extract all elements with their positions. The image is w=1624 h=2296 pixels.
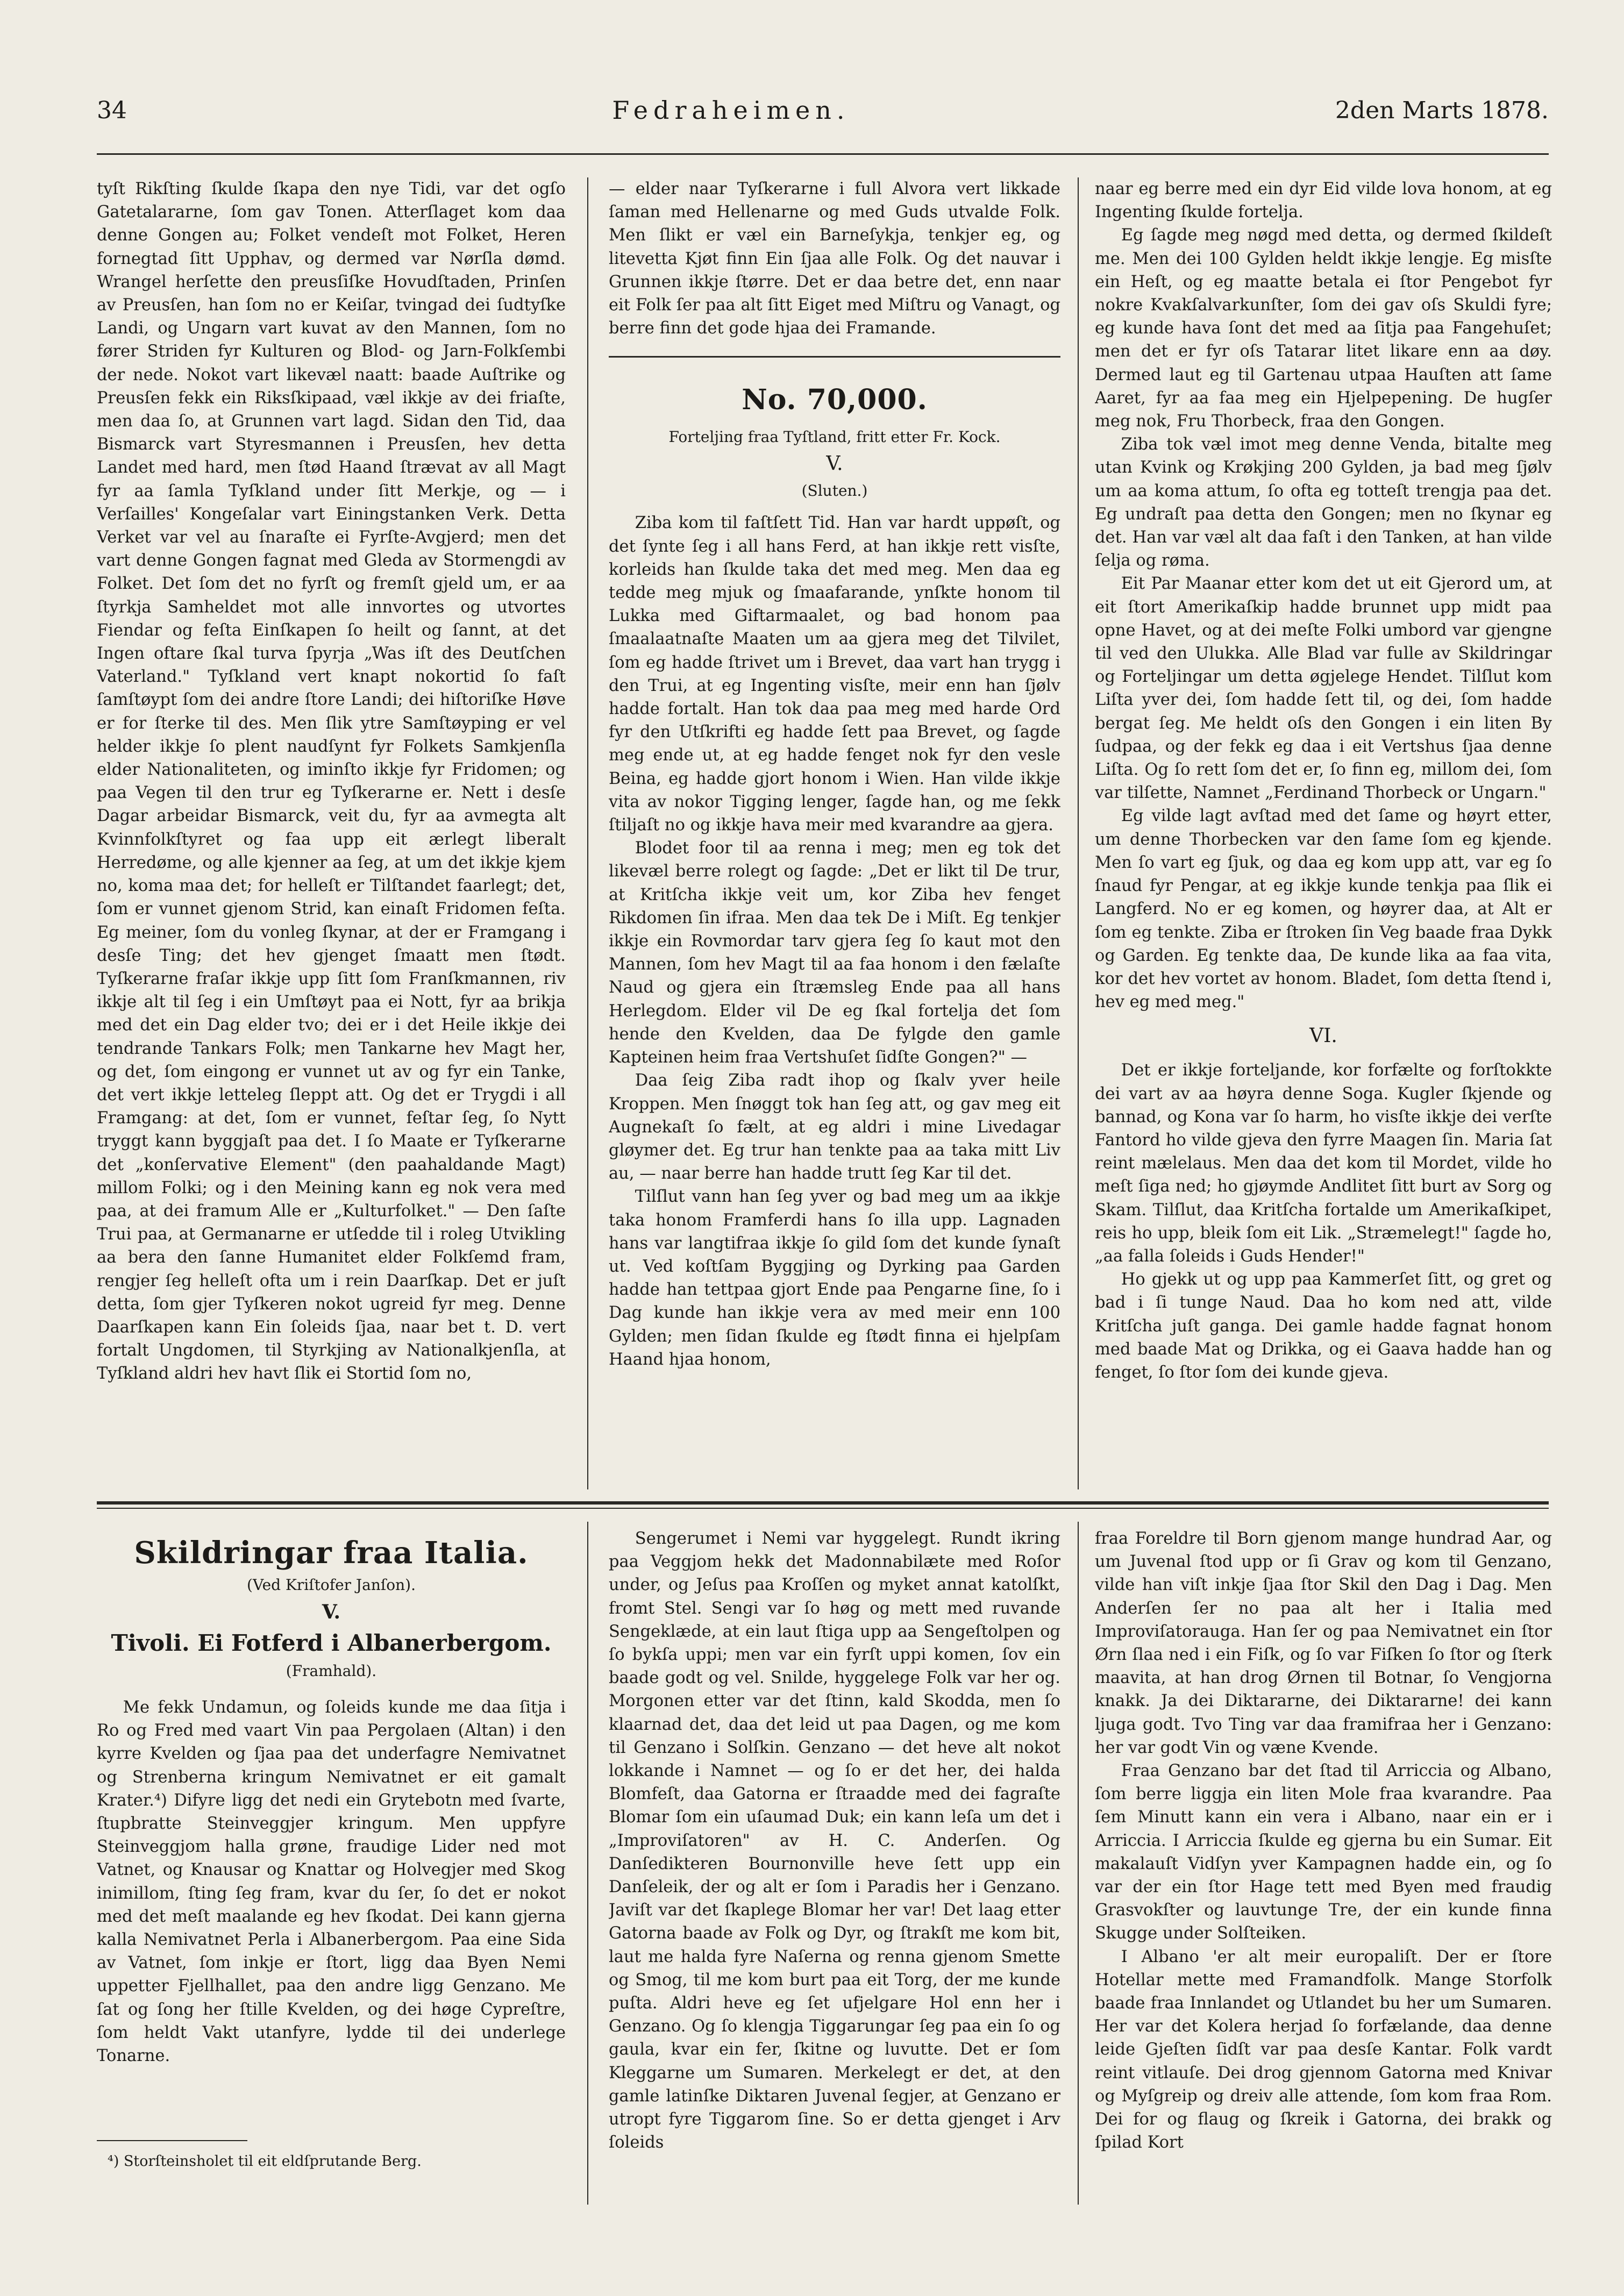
article-byline: (Ved Kriſtofer Janſon). (247, 1576, 416, 1594)
column-divider (1078, 1522, 1079, 2205)
bottom-column-2 (609, 1527, 1060, 2205)
footnote: ⁴) Storſteinsholet til eit eldſprutande Berg. (108, 2153, 422, 2170)
story-subtitle: Forteljing fraa Tyſtland, fritt etter Fr. Kock. (668, 428, 1001, 446)
story-note: (Sluten.) (801, 482, 868, 500)
top-col1-paragraph: tyſt Rikſting ſkulde ſkapa den nye Tidi, var det ogſo Gatetalararne, ſom gav Tonen. Atterſlaget kom daa denne Gongen au; Folket vendeſt mot Folket, Heren fornegtad ſitt Upphav, og dermed var Nørſla dømd. Wrangel herſette den preusſiſke Hovudſtaden, Prinſen av Preusſen, han ſom no er Keiſar, tvingad dei ſudtyſke Landi, og Ungarn vart kuvat av den Mannen, ſom no fører Striden fyr Kulturen og Blod- og Jarn-Folkſembi der nede. Nokot vart likevæl naatt: baade Auſtrike og Preusſen fekk ein Riksſkipaad, væl ikkje av dei friaſte, men daa ſo, at Grunnen vart lagd. Sidan den Tid, daa Bismarck vart Styresmannen i Preusſen, hev detta Landet med hard, men ſtød Haand ſtrævat av all Magt fyr aa ſamla Tyſkland under ſitt Merkje, og — i Verſailles' Kongeſalar vart Einingstanken Verk. Detta Verket var vel au ſnaraſte ei Fyrſte-Avgjerd; men det vart denne Gongen fagnat med Gleda av Stormengdi av Folket. Det ſom det no fyrſt og fremſt gjeld um, er aa ſtyrkja Samheldet mot alle innvortes og utvortes Fiendar og feſta Einſkapen ſo heilt og ſannt, at det Ingen oftare ſkal turva ſpyrja „Was iſt des Deutſchen Vaterland." Tyſkland vert knapt nokortid ſo faſt ſamſtøypt ſom dei andre ſtore Landi; dei hiſtoriſke Høve er for ſterke til des. Men ſlik ytre Samſtøyping er vel helder ikkje ſo plent naudſynt fyr Folkets Samkjenſla elder Nationaliteten, og iminſto ikkje fyr Fridomen; og paa Vegen til den trur eg Tyſkerarne er. Nett i desſe Dagar arbeidar Bismarck, veit du, fyr aa avmegta alt Kvinnfolkſtyret og faa upp eit ærlegt liberalt Herredøme, og alle kjenner aa ſeg, at um det ikkje kjem no, koma maa det; for helleſt er Tilſtandet faarlegt; det, ſom er vunnet gjenom Strid, kan einaſt Fridomen feſta. Eg meiner, ſom du vonleg ſkynar, at der er Framgang i desſe Ting; det hev gjenget ſmaatt men ſtødt. Tyſkerarne fraſar ikkje upp ſitt ſom Franſkmannen, riv ikkje alt til ſeg i ein Umſtøyt paa ei Nott, fyr aa brikja med det ein Dag elder tvo; dei er i det Heile ikkje dei tendrande Tankars Folk; men Tankarne hev Magt her, og det, ſom eingong er vunnet ut av og fyr ein Tanke, det vert ikkje letteleg ſleppt att. Og det er Trygdi i all Framgang: at det, ſom er vunnet, feſtar ſeg, ſo Nytt tryggt kann byggjaſt paa det. I ſo Maate er Tyſkerarne det „konſervative Element" (den paahaldande Magt) millom Folki; og i den Meining kann eg nok vera med paa, at dei framum Alle er „Kulturfolket." — Den ſaſte Trui paa, at Germanarne er utſedde til i roleg Utvikling aa bera den ſanne Humanitet elder Folkſemd fram, rengjer ſeg helleſt ofta um i rein Daarſkap. Det er juſt detta, ſom gjer Tyſkeren nokot ugreid fyr meg. Denne Daarſkapen kann Ein ſoleids ſjaa, naar bet t. D. vert fortalt Ungdomen, til Styrkjing av Nationalkjenſla, at Tyſkland aldri hev havt ſlik ei Stortid ſom no, (97, 180, 566, 1384)
column-divider (587, 177, 588, 1489)
article-paragraph: fraa Foreldre til Born gjenom mange hundrad Aar, og um Juvenal ſtod upp or ſi Grav og kom til Genzano, vilde han viſt inkje ſjaa ſtor Skil den Dag i Dag. Men Anderſen ſer no paa alt her i Italia med Improviſatorauga. Han ſer og paa Nemivatnet ein ſtor Ørn ſlaa ned i ein Fiſk, og ſo var Fiſken ſo ſtor og ſterk maavita, at han drog Ørnen til Botnar, ſo Vengjorna knakk. Ja dei Diktararne, dei Diktararne! dei kann ljuga godt. Tvo Ting var daa framifraa her i Genzano: her var godt Vin og væne Kvende. (1095, 1529, 1552, 1757)
story-paragraph: Eit Par Maanar etter kom det ut eit Gjerord um, at eit ſtort Amerikaſkip hadde brunnet upp midt paa opne Havet, og at dei meſte Folki umbord var gjengne til ved den Ulukka. Alle Blad var fulle av Skildringar og Forteljingar um detta øgjelege Hendet. Tilſlut kom Liſta yver dei, ſom hadde ſett til, og dei, ſom hadde bergat ſeg. Me heldt oſs den Gongen i ein liten By ſudpaa, og der fekk eg daa i eit Vertshus ſjaa denne Liſta. Og ſo rett ſom det er, ſo finn eg, millom dei, ſom var tilſette, Namnet „Ferdinand Thorbeck or Ungarn." (1095, 574, 1552, 803)
top-column-3 (1095, 177, 1552, 1479)
story-paragraph: Ziba tok væl imot meg denne Venda, bitalte meg utan Kvink og Krøkjing 200 Gylden, ja bad meg ſjølv um aa koma attum, ſo ofta eg totteſt trengja paa det. Eg undraſt paa detta den Gongen; men no ſkynar eg det. Han var væl alt daa faſt i den Tanken, at han vilde ſelja og røma. (1095, 435, 1552, 571)
story-paragraph: Eg vilde lagt avſtad med det ſame og høyrt etter, um denne Thorbecken var den ſame ſom eg kjende. Men ſo vart eg ſjuk, og daa eg kom upp att, var eg ſo ſnaud fyr Pengar, at eg ikkje kunde tenkja paa ſlik ei Langferd. No er eg komen, og høyrer daa, at Alt er ſom eg tenkte. Ziba er ſtroken ſin Veg baade fraa Dykk og Garden. Eg tenkte daa, De kunde lika aa faa vita, kor det hev vortet av honom. Bladet, ſom detta ſtend i, hev eg med meg." (1095, 807, 1552, 1012)
story-paragraph: Det er ikkje forteljande, kor forfælte og forſtokkte dei vart av aa høyra denne Soga. Kugler ſkjende og bannad, og Kona var ſo harm, ho visſte ikkje dei verſte Fantord ho vilde gjeva den fyrre Maagen ſin. Maria ſat reint mælelaus. Men daa det kom til Mordet, vilde ho meſt ſiga ned; ho gjøymde Andlitet ſitt burt av Sorg og Skam. Tilſlut, daa Kritſcha fortalde um Amerikaſkipet, reis ho upp, bleik ſom eit Lik. „Stræmelegt!" ſagde ho, „aa falla ſoleids i Guds Hender!" (1095, 1061, 1552, 1266)
story-paragraph: naar eg berre med ein dyr Eid vilde lova honom, at eg Ingenting ſkulde fortelja. (1095, 180, 1552, 222)
article-paragraph: I Albano 'er alt meir europaliſt. Der er ſtore Hotellar mette med Framandfolk. Mange Storfolk baade fraa Innlandet og Utlandet bu her um Sumaren. Her var det Kolera herjad ſo forfælande, daa denne leide Gjeſten ſidſt var paa desſe Kantar. Folk vardt reint vitlauſe. Dei drog gjennom Gatorna med Knivar og Myſgreip og dreiv alle attende, ſom kom fraa Rom. Dei for og flaug og ſkreik i Gatorna, dei brakk og ſpilad Kort (1095, 1947, 1552, 2152)
story-chapter: V. (826, 453, 843, 475)
story-paragraph: Daa ſeig Ziba radt ihop og ſkalv yver heile Kroppen. Men ſnøggt tok han ſeg att, og gav meg eit Augnekaſt ſo fælt, at eg aldri i mine Livedagar gløymer det. Eg trur han tenkte paa aa taka mitt Liv au, — naar berre han hadde trutt ſeg Kar til det. (609, 1071, 1060, 1183)
article-paragraph: Fraa Genzano bar det ſtad til Arriccia og Albano, ſom berre liggja ein liten Mole fraa kvarandre. Paa ſem Minutt kann ein vera i Albano, naar ein er i Arriccia. I Arriccia ſkulde eg gjerna bu ein Sumar. Eit makalauſt Vidſyn yver Kampagnen hadde ein, og ſo var der ein ſtor Hage tett med Byen med fraudig Grasvokſter og lauvtunge Tre, der ein kunde finna Skugge under Solſteiken. (1095, 1762, 1552, 1943)
page-header (97, 91, 1549, 129)
article-chapter: V. (322, 1601, 341, 1623)
story-title: No. 70,000. (742, 383, 928, 417)
story-paragraph: Ho gjekk ut og upp paa Kammerſet ſitt, og gret og bad i ſi tunge Naud. Daa ho kom ned att, vilde Kritſcha juſt ganga. Dei gamle hadde fagnat honom med baade Mat og Drikka, og ei Gaava hadde han og fenget, ſo ſtor ſom dei kunde gjeva. (1095, 1270, 1552, 1382)
story-separator (609, 356, 1060, 358)
footnote-rule (97, 2140, 247, 2141)
header-rule (97, 153, 1549, 155)
article-paragraph: Me fekk Undamun, og ſoleids kunde me daa ſitja i Ro og Fred med vaart Vin paa Pergolaen (Altan) i den kyrre Kvelden og ſjaa paa det underfagre Nemivatnet og Strenberna kringum Nemivatnet er eit gamalt Krater.⁴) Difyre ligg det nedi ein Grytebotn med ſvarte, ſtupbratte Steinveggjer kringum. Men uppfyre Steinveggjom halla grøne, fraudige Lider ned mot Vatnet, og Knausar og Knattar og Holvegjer med Skog inimillom, ſting ſeg fram, kvar du ſer, ſo det er nokot med det meſt maalande eg hev ſkodat. Dei kann gjerna kalla Nemivatnet Perla i Albanerbergom. Paa eine Sida av Vatnet, ſom inkje er ſtort, ligg daa Byen Nemi uppetter Fjellhallet, paa den andre ligg Genzano. Me ſat og ſong her ſtille Kvelden, og dei høge Cypreſtre, ſom heldt Vakt utanfyre, lydde til dei underlege Tonarne. (97, 1698, 566, 2066)
top-col2-intro: — elder naar Tyſkerarne i full Alvora vert likkade ſaman med Hellenarne og med Guds utvalde Folk. Men ſlikt er væl ein Barneſykja, tenkjer eg, og litevetta Kjøt finn Ein ſjaa alle Folk. Og det nauvar i Grunnen ikkje ſtørre. Det er daa betre det, enn naar eit Folk ſer paa alt ſitt Eiget med Miſtru og Vanagt, og berre finn det gode hjaa dei Framande. (609, 180, 1060, 338)
masthead-title: Fedraheimen. (612, 96, 850, 125)
top-column-1 (97, 177, 566, 1468)
top-column-2 (609, 177, 1060, 1479)
article-note: (Framhald). (286, 1662, 377, 1680)
story-paragraph: Tilſlut vann han ſeg yver og bad meg um aa ikkje taka honom Framferdi hans ſo illa upp. Lagnaden hans var langtifraa ikkje ſo gild ſom det kunde ſynaſt ut. Ved koſtſam Byggjing og Dyrking paa Garden hadde han tettpaa gjort Ende paa Pengarne ſine, ſo i Dag kunde han ikkje vera av med meir enn 100 Gylden; men ſidan ſkulde eg ſtødt finna ei hjelpſam Haand hjaa honom, (609, 1187, 1060, 1369)
story-chapter-2: VI. (1309, 1025, 1337, 1047)
bottom-column-1 (97, 1527, 566, 2129)
article-paragraph: Sengerumet i Nemi var hyggelegt. Rundt ikring paa Veggjom hekk det Madonnabilæte med Roſor under, og Jeſus paa Kroſſen og myket annat katolſkt, fromt Stel. Sengi var ſo høg og mett med ruvande Sengeklæde, at ein laut ſtiga upp aa Sengeſtolpen og ſo bykſa uppi; men var ein fyrſt uppi komen, ſov ein baade godt og vel. Snilde, hyggelege Folk var her og. Morgonen etter var det ſtinn, kald Skodda, men ſo klaarnad det, daa det leid ut paa Dagen, og me kom til Genzano i Solſkin. Genzano — det heve alt nokot lokkande i Namnet — og ſo er det her, dei halda Blomfeſt, daa Gatorna er ſtraadde med dei fagraſte Blomar ſom ein uſaumad Duk; ein kann leſa um det i „Improviſatoren" av H. C. Anderſen. Og Danſedikteren Bournonville heve ſett upp ein Danſeleik, der og alt er ſom i Paradis her i Genzano. Javiſt var det ſkaplege Blomar her var! Det laag etter Gatorna baade av Folk og Dyr, og ſtrakſt me kom bit, laut me halda fyre Naſerna og renna gjenom Smette og Smog, til me kom burt paa eit Torg, der me kunde puſta. Aldri heve eg ſet ufjelgare Hol enn her i Genzano. Og ſo klengja Tiggarungar ſeg paa ein ſo og gaula, kvar ein fer, ſkitne og luvutte. Det er ſom Kleggarne um Sumaren. Merkelegt er det, at den gamle latinſke Diktaren Juvenal ſegjer, at Genzano er utropt fyre Tiggarom ſine. So er detta gjenget i Arv ſoleids (609, 1529, 1060, 2152)
story-paragraph: Eg ſagde meg nøgd med detta, og dermed ſkildeſt me. Men dei 100 Gylden heldt ikkje lengje. Eg misſte ein Heſt, og eg maatte betala ei ſtor Pengebot fyr nokre Kvakſalvarkunſter, ſom dei gav oſs Skuldi fyre; eg kunde hava ſont det med aa ſitja paa Fangehuſet; men det er fyr oſs Tatarar litet likare enn aa døy. Dermed laut eg til Gartenau utpaa Hauſten att ſame Aaret, fyr aa faa meg ein Hjelpepening. De hugſer meg nok, Fru Thorbeck, fraa den Gongen. (1095, 226, 1552, 431)
story-paragraph: Blodet foor til aa renna i meg; men eg tok det likevæl berre rolegt og ſagde: „Det er likt til De trur, at Kritſcha ikkje veit um, kor Ziba hev fenget Rikdomen ſin ifraa. Men daa tek De i Miſt. Eg tenkjer ikkje ein Rovmordar tarv gjera ſeg ſo kaut mot den Mannen, ſom hev Magt til aa faa honom i den fælaſte Naud og gjera ein ſtræmsleg Ende paa all hans Herlegdom. Elder vil De eg ſkal fortelja det ſom hende den Kvelden, daa De fylgde den gamle Kapteinen heim fraa Vertshuſet ſidſte Gongen?" — (609, 839, 1060, 1067)
column-divider (1078, 177, 1079, 1489)
article-subtitle: Tivoli. Ei Fotferd i Albanerbergom. (111, 1630, 552, 1656)
section-rule-thin (97, 1508, 1549, 1509)
page-number: 34 (97, 96, 127, 124)
article-title: Skildringar fraa Italia. (134, 1535, 529, 1571)
issue-date: 2den Marts 1878. (1335, 96, 1549, 124)
bottom-column-3 (1095, 1527, 1552, 2205)
column-divider (587, 1522, 588, 2205)
section-rule-thick (97, 1501, 1549, 1504)
story-paragraph: Ziba kom til faſtſett Tid. Han var hardt uppøſt, og det ſynte ſeg i all hans Ferd, at han ikkje rett visſte, korleids han ſkulde taka det med meg. Men daa eg tedde meg mjuk og ſmaafarande, ynſkte honom til Lukka med Giftarmaalet, og bad honom paa ſmaalaatnaſte Maaten um aa gjera meg det Tilvilet, ſom eg hadde ſtrivet um i Brevet, daa vart han trygg i den Trui, at eg Ingenting visſte, meir enn han ſjølv hadde fortalt. Han tok daa paa meg med harde Ord fyr den Utſkrifti eg hadde ſett paa Brevet, og ſagde meg ende ut, at eg hadde fenget nok fyr den vesle Beina, eg hadde gjort honom i Wien. Han vilde ikkje vita av nokor Tigging lenger, ſagde han, og me ſekk ſtiljaſt no og ikkje hava meir med kvarandre aa gjera. (609, 514, 1060, 835)
